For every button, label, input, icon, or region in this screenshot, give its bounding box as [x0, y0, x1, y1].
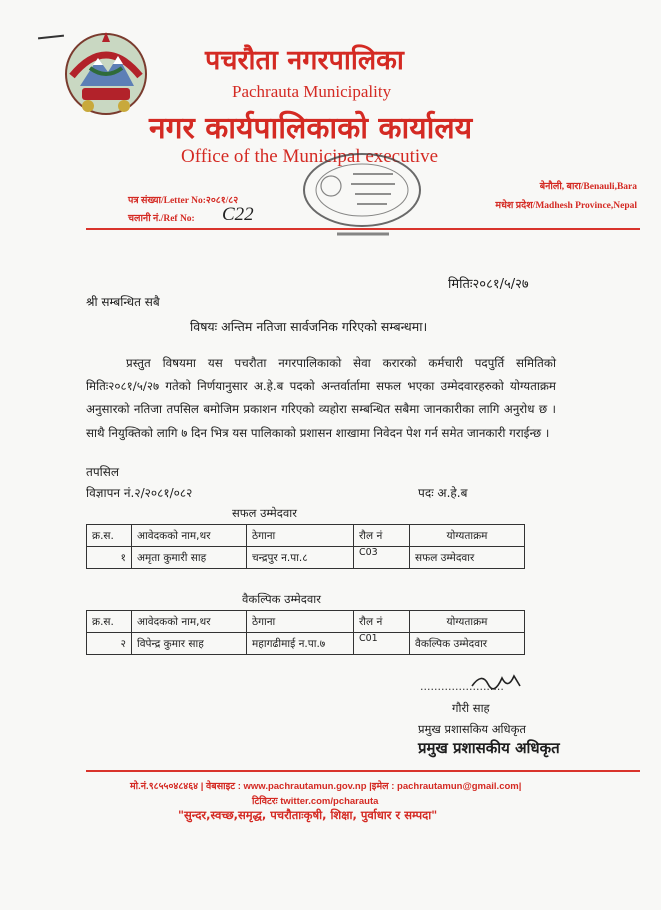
municipality-name-english: Pachrauta Municipality: [232, 82, 392, 101]
footer-twitter: टिविटरः twitter.com/pcharauta: [252, 796, 379, 807]
body-paragraph: प्रस्तुत विषयमा यस पचरौता नगरपालिकाको सेवा करारको कर्मचारी पदपुर्ति समितिको मितिः२०८१/५/२७ गतेको निर्णयानुसार अ.हे.ब पदको अन्तर्वार्तामा सफल भएका उम्मेदवारहरुको योग्यताक्रम अनुसारको नतिजा तपसिल बमोजिम प्रकाशन गरिएको व्यहोरा सम्बन्धित सबैमा जानकारीका लागि अनुरोध छ ।साथै नियुक्तिको लागि ७ दिन भित्र यस पालिकाको प्रशासन शाखामा निवेदन पेश गर्न समेत जानकारी गराईन्छ ।: [86, 356, 556, 440]
addressee: श्री सम्बन्धित सबै: [86, 295, 160, 309]
cell-rank: वैकल्पिक उम्मेदवार: [410, 633, 525, 655]
letter-date: मितिः२०८१/५/२७: [448, 277, 529, 292]
cell-name: अमृता कुमारी साह: [132, 547, 247, 569]
col-header-serial: क्र.स.: [87, 611, 132, 633]
cell-serial: २: [87, 633, 132, 655]
cell-address: चन्द्रपुर न.पा.८: [247, 547, 354, 569]
col-header-serial: क्र.स.: [87, 525, 132, 547]
table-row: [87, 633, 525, 655]
col-header-address: ठेगाना: [247, 525, 354, 547]
ref-number-label: चलानी नं./Ref No:: [128, 214, 195, 224]
col-header-name: आवेदकको नाम,थर: [132, 611, 247, 633]
notice-number: विज्ञापन नं.२/२०८१/०८२: [86, 486, 193, 500]
handwritten-signature: [468, 668, 528, 694]
designation-stamp: प्रमुख प्रशासकीय अधिकृत: [418, 739, 560, 757]
post-name: पदः अ.हे.ब: [418, 486, 468, 500]
office-name-nepali: नगर कार्यपालिकाको कार्यालय: [149, 111, 473, 146]
municipality-name-nepali: पचरौता नगरपालिका: [205, 45, 404, 76]
table-header-row: [87, 611, 525, 633]
col-header-rank: योग्यताक्रम: [410, 525, 525, 547]
col-header-roll: रौल नं: [354, 525, 410, 547]
footer-rule: [86, 770, 640, 772]
cell-rank: सफल उम्मेदवार: [410, 547, 525, 569]
table-header-row: [87, 525, 525, 547]
address-line-1: बेनौली, बारा/Benauli,Bara: [539, 182, 637, 192]
office-name-english: Office of the Municipal executive: [181, 146, 439, 167]
successful-candidates-table: [86, 524, 525, 569]
letter-number: पत्र संख्या/Letter No:२०८१/८२: [128, 196, 239, 206]
col-header-rank: योग्यताक्रम: [410, 611, 525, 633]
cell-roll: C01: [354, 633, 410, 655]
col-header-roll: रौल नं: [354, 611, 410, 633]
cell-address: महागढीमाई न.पा.७: [247, 633, 354, 655]
ref-number-value: C22: [222, 204, 254, 225]
footer-motto: "सुन्दर,स्वच्छ,समृद्ध, पचरौताःकृषी, शिक्षा, पुर्वाधार र सम्पदा": [178, 808, 438, 822]
nepal-emblem-icon: [60, 28, 152, 120]
table-title-alternate: वैकल्पिक उम्मेदवार: [242, 592, 321, 606]
signatory-title: प्रमुख प्रशासकिय अधिकृत: [418, 722, 526, 736]
signatory-name: गौरी साह: [452, 701, 490, 715]
table-title-successful: सफल उम्मेदवार: [232, 506, 297, 520]
cell-serial: १: [87, 547, 132, 569]
col-header-name: आवेदकको नाम,थर: [132, 525, 247, 547]
col-header-address: ठेगाना: [247, 611, 354, 633]
footer-contact: मो.नं.९८५५०४८४६४ | वेबसाइट : www.pachrautamun.gov.np |इमेल : pachrautamun@gmail.com|: [130, 781, 522, 792]
table-row: [87, 547, 525, 569]
tapasil-label: तपसिल: [86, 465, 120, 479]
address-line-2: मधेश प्रदेश/Madhesh Province,Nepal: [495, 201, 637, 211]
subject-line: विषयः अन्तिम नतिजा सार्वजनिक गरिएको सम्बन्धमा।: [190, 319, 428, 334]
cell-roll: C03: [354, 547, 410, 569]
signature-dots: ........................: [420, 680, 504, 693]
cell-name: विपेन्द्र कुमार साह: [132, 633, 247, 655]
alternate-candidates-table: [86, 610, 525, 655]
header-rule: [86, 228, 640, 230]
